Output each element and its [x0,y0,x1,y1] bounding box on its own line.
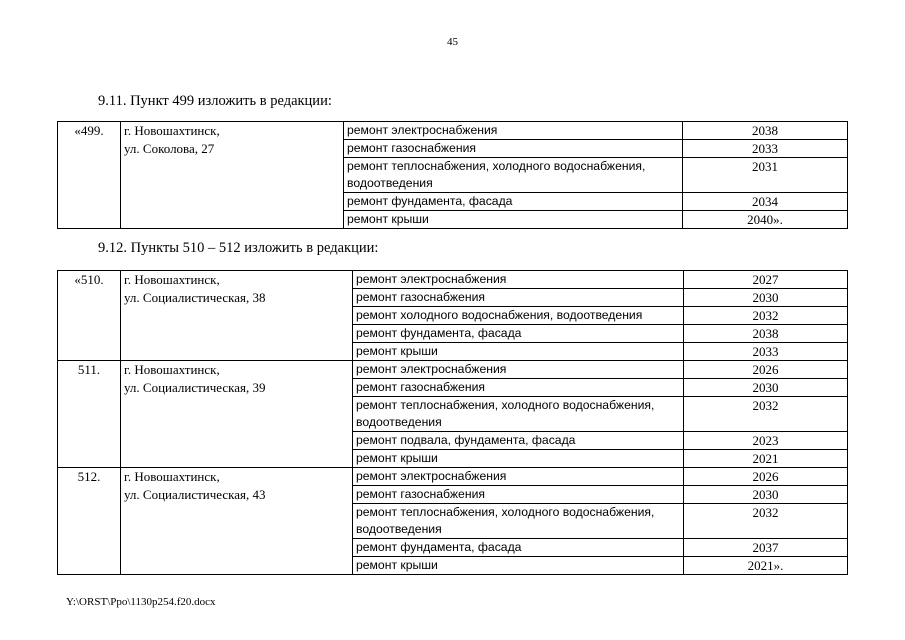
year-cell: 2026 [684,468,848,486]
work-type-cell: ремонт электроснабжения [353,361,684,379]
work-type-cell: ремонт фундамента, фасада [353,325,684,343]
work-type-cell: ремонт крыши [353,557,684,575]
table-row [58,271,848,289]
address-cell [121,361,353,468]
address-city: г. Новошахтинск, [124,469,220,484]
item-number-cell: 512. [58,468,121,575]
address-city: г. Новошахтинск, [124,272,220,287]
address-street: ул. Социалистическая, 38 [124,290,266,305]
work-type-cell: ремонт крыши [353,343,684,361]
item-number-cell: 511. [58,361,121,468]
year-cell: 2038 [683,122,848,140]
year-cell: 2021». [684,557,848,575]
work-type-cell: ремонт газоснабжения [344,140,683,158]
year-cell: 2032 [684,397,848,432]
section-9-11-table [57,121,848,229]
work-type-cell: ремонт газоснабжения [353,486,684,504]
work-type-cell: ремонт подвала, фундамента, фасада [353,432,684,450]
work-type-cell: ремонт крыши [353,450,684,468]
table-body [58,122,848,229]
address-cell [121,468,353,575]
work-type-cell: ремонт крыши [344,211,683,229]
year-cell: 2034 [683,193,848,211]
work-type-cell: ремонт газоснабжения [353,289,684,307]
work-type-cell: ремонт фундамента, фасада [344,193,683,211]
year-cell: 2030 [684,486,848,504]
address-cell [121,271,353,361]
work-type-cell: ремонт теплоснабжения, холодного водоснабжения, водоотведения [353,397,684,432]
work-type-cell: ремонт электроснабжения [353,271,684,289]
year-cell: 2037 [684,539,848,557]
year-cell: 2023 [684,432,848,450]
page-number: 45 [447,36,458,48]
table-row [58,122,848,140]
work-type-cell: ремонт теплоснабжения, холодного водоснабжения, водоотведения [353,504,684,539]
work-type-cell: ремонт электроснабжения [353,468,684,486]
year-cell: 2027 [684,271,848,289]
work-type-cell: ремонт холодного водоснабжения, водоотведения [353,307,684,325]
year-cell: 2033 [683,140,848,158]
item-number-cell: «510. [58,271,121,361]
section-9-11-heading: 9.11. Пункт 499 изложить в редакции: [98,93,332,109]
item-number-cell: «499. [58,122,121,229]
year-cell: 2032 [684,307,848,325]
section-9-12-table [57,270,848,575]
year-cell: 2032 [684,504,848,539]
address-street: ул. Социалистическая, 43 [124,487,266,502]
year-cell: 2040». [683,211,848,229]
work-type-cell: ремонт электроснабжения [344,122,683,140]
address-city: г. Новошахтинск, [124,123,220,138]
address-street: ул. Социалистическая, 39 [124,380,266,395]
table-row [58,468,848,486]
work-type-cell: ремонт газоснабжения [353,379,684,397]
year-cell: 2038 [684,325,848,343]
year-cell: 2021 [684,450,848,468]
table-body [58,271,848,575]
work-type-cell: ремонт фундамента, фасада [353,539,684,557]
address-city: г. Новошахтинск, [124,362,220,377]
year-cell: 2033 [684,343,848,361]
year-cell: 2031 [683,158,848,193]
work-type-cell: ремонт теплоснабжения, холодного водоснабжения, водоотведения [344,158,683,193]
address-cell [121,122,344,229]
year-cell: 2030 [684,289,848,307]
year-cell: 2030 [684,379,848,397]
year-cell: 2026 [684,361,848,379]
table-row [58,361,848,379]
file-path-footer: Y:\ORST\Ppo\1130p254.f20.docx [66,596,216,608]
address-street: ул. Соколова, 27 [124,141,215,156]
section-9-12-heading: 9.12. Пункты 510 – 512 изложить в редакции: [98,240,379,256]
